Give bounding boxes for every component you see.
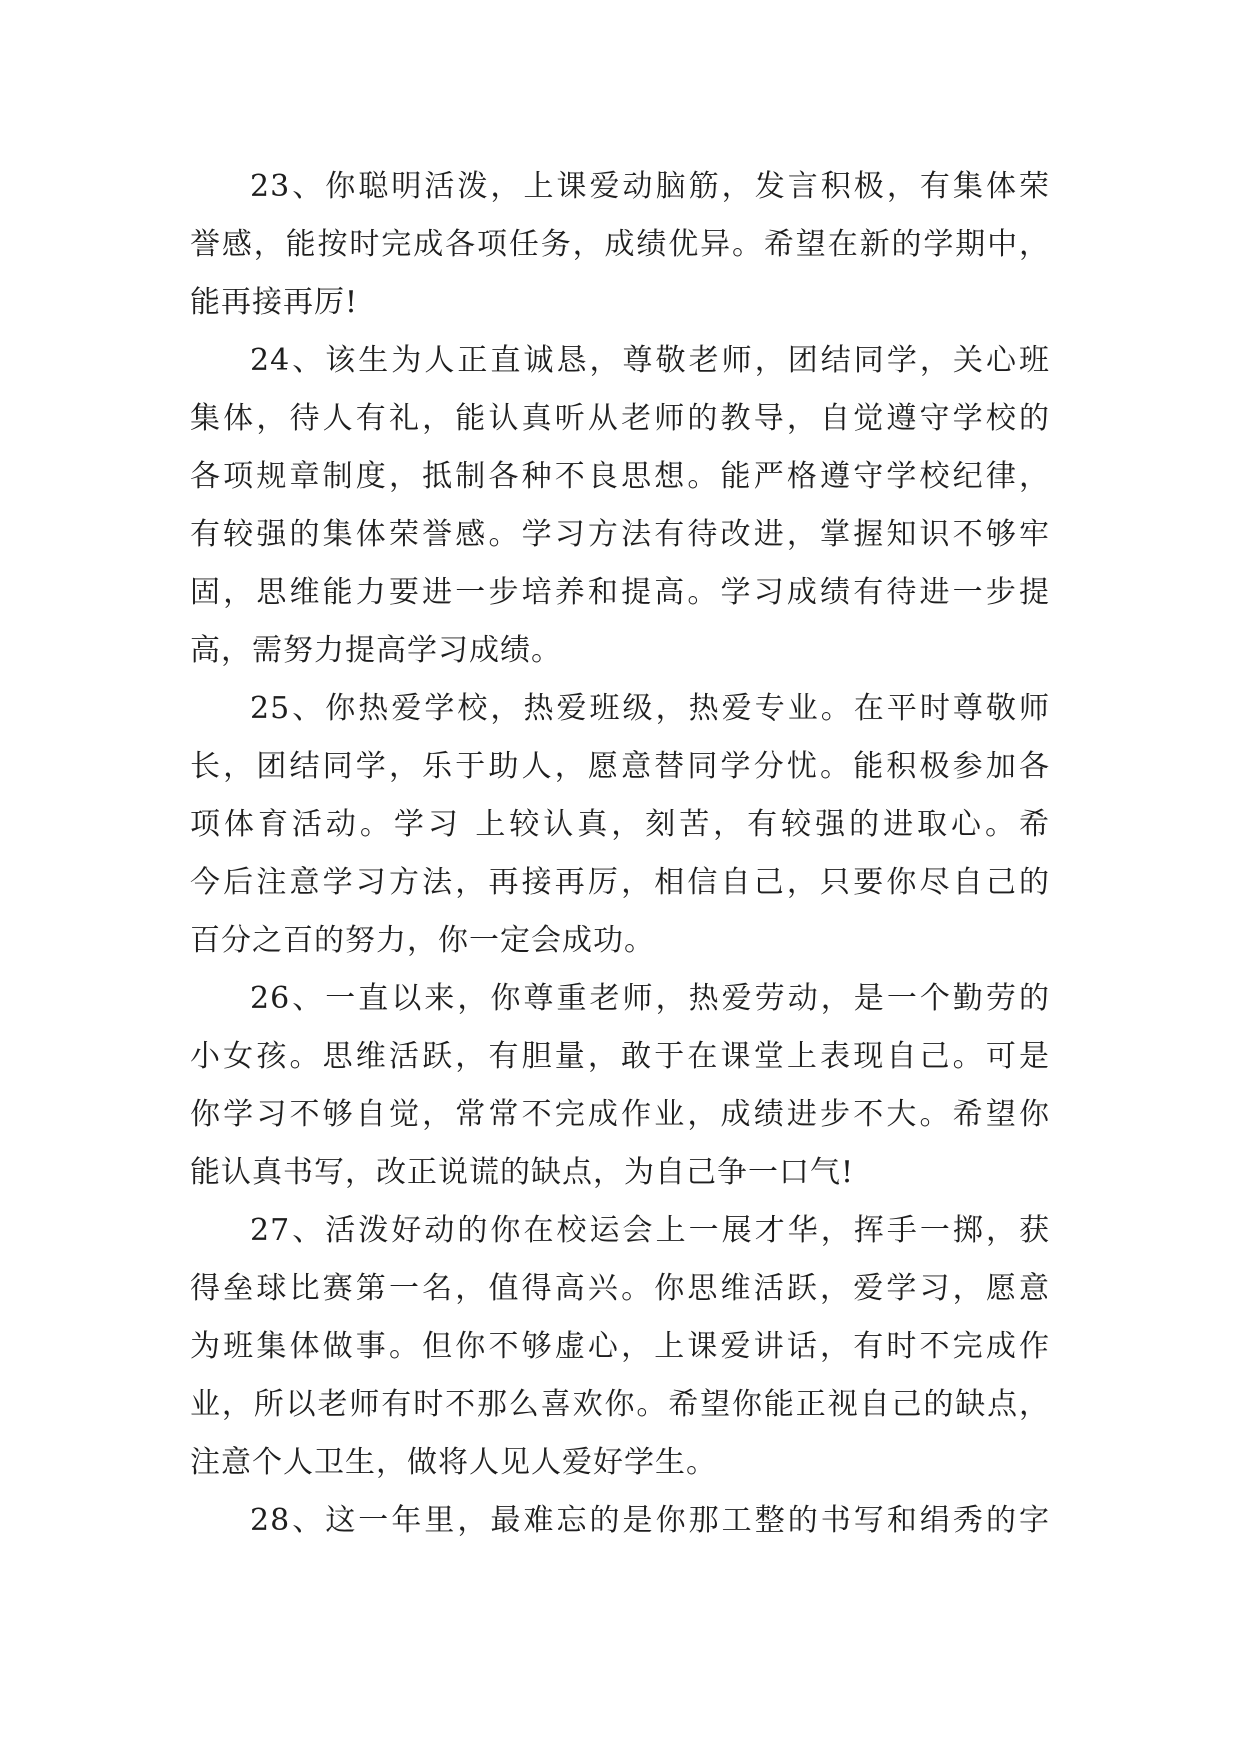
paragraph-line: 有较强的集体荣誉感。学习方法有待改进，掌握知识不够牢	[190, 517, 1050, 552]
paragraph-line: 各项规章制度，抵制各种不良思想。能严格遵守学校纪律，	[190, 459, 1050, 494]
paragraph-line: 26、一直以来，你尊重老师，热爱劳动，是一个勤劳的	[250, 981, 1050, 1016]
document-body	[190, 158, 1050, 1550]
paragraph-line: 今后注意学习方法，再接再厉，相信自己，只要你尽自己的	[190, 865, 1050, 900]
paragraph-line: 誉感，能按时完成各项任务，成绩优异。希望在新的学期中，	[190, 227, 1050, 262]
comment-paragraph-28	[190, 1492, 1050, 1550]
paragraph-line: 能认真书写，改正说谎的缺点，为自己争一口气!	[190, 1155, 855, 1190]
paragraph-line: 项体育活动。学习 上较认真，刻苦，有较强的进取心。希	[190, 807, 1050, 842]
comment-paragraph-24	[190, 332, 1050, 680]
paragraph-line: 23、你聪明活泼，上课爱动脑筋，发言积极，有集体荣	[250, 169, 1050, 204]
paragraph-line: 小女孩。思维活跃，有胆量，敢于在课堂上表现自己。可是	[190, 1039, 1050, 1074]
paragraph-line: 28、这一年里，最难忘的是你那工整的书写和绢秀的字	[250, 1503, 1050, 1538]
paragraph-line: 为班集体做事。但你不够虚心，上课爱讲话，有时不完成作	[190, 1329, 1050, 1364]
paragraph-line: 高，需努力提高学习成绩。	[190, 633, 562, 668]
comment-paragraph-23	[190, 158, 1050, 332]
paragraph-line: 业，所以老师有时不那么喜欢你。希望你能正视自己的缺点，	[190, 1387, 1050, 1422]
paragraph-line: 注意个人卫生，做将人见人爱好学生。	[190, 1445, 717, 1480]
comment-paragraph-27	[190, 1202, 1050, 1492]
paragraph-line: 25、你热爱学校，热爱班级，热爱专业。在平时尊敬师	[250, 691, 1050, 726]
paragraph-line: 24、该生为人正直诚恳，尊敬老师，团结同学，关心班	[250, 343, 1050, 378]
paragraph-line: 你学习不够自觉，常常不完成作业，成绩进步不大。希望你	[190, 1097, 1050, 1132]
paragraph-line: 百分之百的努力，你一定会成功。	[190, 923, 655, 958]
comment-paragraph-25	[190, 680, 1050, 970]
paragraph-line: 能再接再厉!	[190, 285, 359, 320]
comment-paragraph-26	[190, 970, 1050, 1202]
paragraph-line: 27、活泼好动的你在校运会上一展才华，挥手一掷，获	[250, 1213, 1050, 1248]
paragraph-line: 长，团结同学，乐于助人，愿意替同学分忧。能积极参加各	[190, 749, 1050, 784]
paragraph-line: 得垒球比赛第一名，值得高兴。你思维活跃，爱学习，愿意	[190, 1271, 1050, 1306]
paragraph-line: 集体，待人有礼，能认真听从老师的教导，自觉遵守学校的	[190, 401, 1050, 436]
paragraph-line: 固，思维能力要进一步培养和提高。学习成绩有待进一步提	[190, 575, 1050, 610]
